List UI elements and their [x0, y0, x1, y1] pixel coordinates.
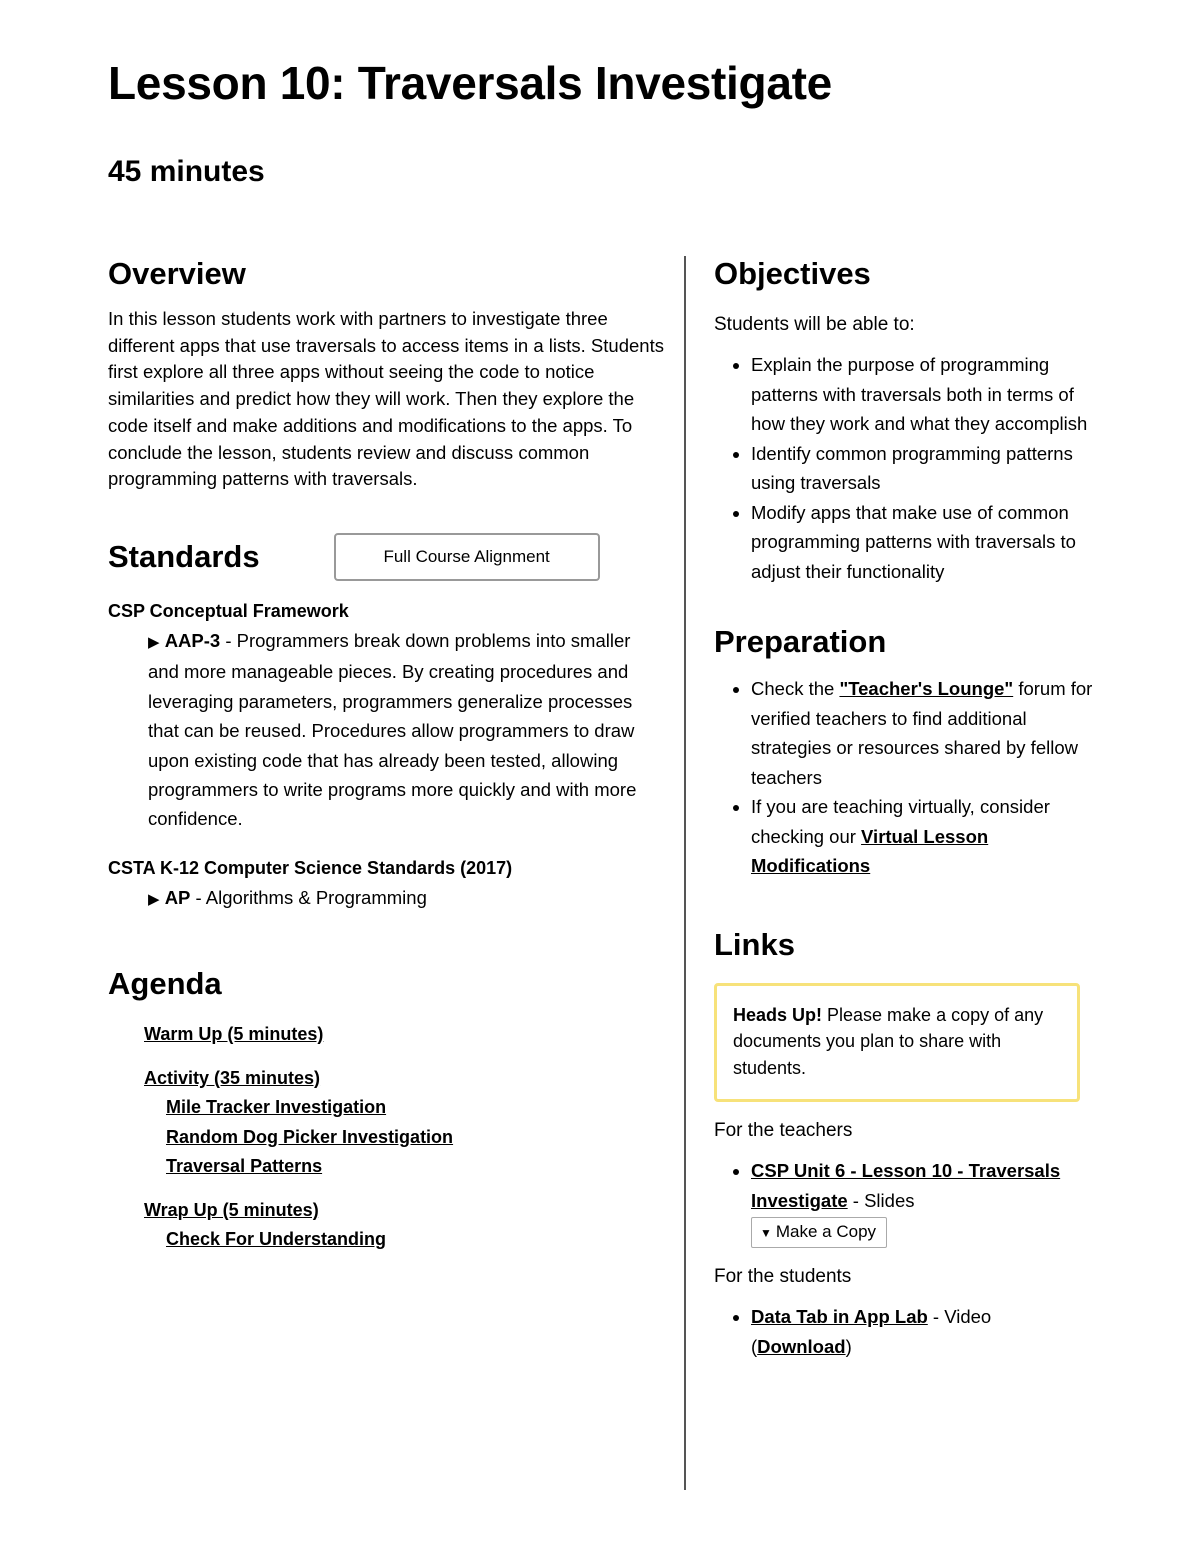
caret-down-icon: ▼	[760, 1226, 772, 1240]
objective-item: • Modify apps that make use of common programming patterns with traversals to adjust their functionality	[751, 498, 1094, 587]
objective-item: • Identify common programming patterns using traversals	[751, 439, 1094, 498]
column-divider	[684, 256, 686, 1490]
framework-title: CSTA K-12 Computer Science Standards (2017)	[108, 857, 513, 878]
page-title: Lesson 10: Traversals Investigate	[108, 57, 832, 109]
overview-text: In this lesson students work with partners to investigate three different apps that use traversals to access items in a lists. Students first explore all three apps without seeing the code to notice similarities and predict how they will work. Then they explore the code itself and make additions and modifications to the apps. To conclude the lesson, students review and discuss common programming patterns with traversals.	[108, 308, 664, 490]
agenda-link-mile-tracker[interactable]: Mile Tracker Investigation	[166, 1097, 387, 1118]
heads-up-callout	[714, 983, 1080, 1103]
objectives-intro: Students will be able to:	[714, 314, 915, 335]
full-course-alignment-button[interactable]: Full Course Alignment	[334, 533, 600, 581]
objectives-heading: Objectives	[714, 256, 871, 291]
agenda-section	[108, 966, 668, 1255]
video-suffix: - Video	[927, 1306, 992, 1327]
teacher-link-item	[751, 1156, 1094, 1248]
agenda-heading: Agenda	[108, 966, 222, 1002]
standard-code: AAP-3	[164, 629, 221, 651]
slides-link[interactable]: CSP Unit 6 - Lesson 10 - Traversals Investigate	[751, 1160, 1061, 1211]
preparation-item	[751, 674, 1094, 792]
preparation-heading: Preparation	[714, 624, 887, 659]
heads-up-text: Please make a copy of any documents you plan to share with students.	[733, 1004, 1044, 1078]
expand-triangle-icon[interactable]: ▶	[148, 890, 160, 908]
preparation-section	[714, 624, 1094, 881]
standard-description: - Algorithms & Programming	[190, 886, 427, 908]
agenda-link-traversal-patterns[interactable]: Traversal Patterns	[166, 1156, 323, 1177]
download-link[interactable]: Download	[757, 1335, 846, 1357]
objective-item: • Explain the purpose of programming patterns with traversals both in terms of how they work and what they accomplish	[751, 350, 1094, 439]
overview-section	[108, 256, 668, 493]
standards-section	[108, 533, 668, 914]
preparation-list	[714, 674, 1094, 881]
agenda-link-random-dog-picker[interactable]: Random Dog Picker Investigation	[166, 1126, 454, 1147]
preparation-item	[751, 792, 1094, 881]
agenda-link-check-understanding[interactable]: Check For Understanding	[166, 1229, 387, 1250]
virtual-lesson-modifications-link[interactable]: Virtual Lesson Modifications	[751, 825, 989, 876]
links-section	[714, 927, 1094, 1362]
paren-open: (	[751, 1335, 758, 1357]
right-column	[714, 256, 1094, 1361]
slides-suffix: - Slides	[847, 1189, 915, 1211]
student-links-list	[714, 1302, 1094, 1361]
student-link-item	[751, 1302, 1094, 1361]
agenda-link-warm-up[interactable]: Warm Up (5 minutes)	[144, 1024, 324, 1045]
lesson-duration: 45 minutes	[108, 155, 265, 188]
expand-triangle-icon[interactable]: ▶	[148, 633, 160, 651]
agenda-list	[144, 1020, 668, 1255]
students-label: For the students	[714, 1266, 852, 1287]
preparation-text: If you are teaching virtually, consider checking our	[751, 796, 1050, 847]
paren-close: )	[845, 1335, 852, 1357]
framework-standard[interactable]	[148, 883, 648, 914]
objectives-list	[714, 350, 1094, 586]
framework-standard[interactable]	[148, 626, 648, 834]
overview-heading: Overview	[108, 256, 246, 291]
teachers-lounge-link[interactable]: "Teacher's Lounge"	[839, 678, 1014, 699]
agenda-group	[144, 1196, 668, 1255]
agenda-group	[144, 1020, 668, 1050]
heads-up-label: Heads Up!	[733, 1004, 823, 1025]
objectives-section	[714, 256, 1094, 586]
standards-heading: Standards	[108, 538, 260, 574]
data-tab-video-link[interactable]: Data Tab in App Lab	[751, 1306, 928, 1327]
teachers-label: For the teachers	[714, 1120, 853, 1141]
make-a-copy-button[interactable]	[751, 1217, 887, 1248]
agenda-link-activity[interactable]: Activity (35 minutes)	[144, 1067, 321, 1088]
agenda-link-wrap-up[interactable]: Wrap Up (5 minutes)	[144, 1199, 319, 1220]
standard-code: AP	[164, 886, 191, 908]
links-heading: Links	[714, 926, 795, 962]
make-a-copy-label: Make a Copy	[775, 1222, 877, 1241]
agenda-group	[144, 1064, 668, 1182]
preparation-text: Check the	[751, 678, 840, 699]
preparation-text: forum for verified teachers to find additional strategies or resources shared by fellow teachers	[751, 678, 1093, 788]
left-column	[108, 256, 668, 1269]
framework-title: CSP Conceptual Framework	[108, 600, 349, 621]
standard-description: - Programmers break down problems into smaller and more manageable pieces. By creating procedures and leveraging parameters, programmers generalize processes that can be reused. Procedures allow programmers to draw upon existing code that has already been tested, allowing programmers to write programs more quickly and with more confidence.	[148, 629, 637, 830]
teacher-links-list	[714, 1156, 1094, 1248]
standards-header	[108, 533, 668, 581]
